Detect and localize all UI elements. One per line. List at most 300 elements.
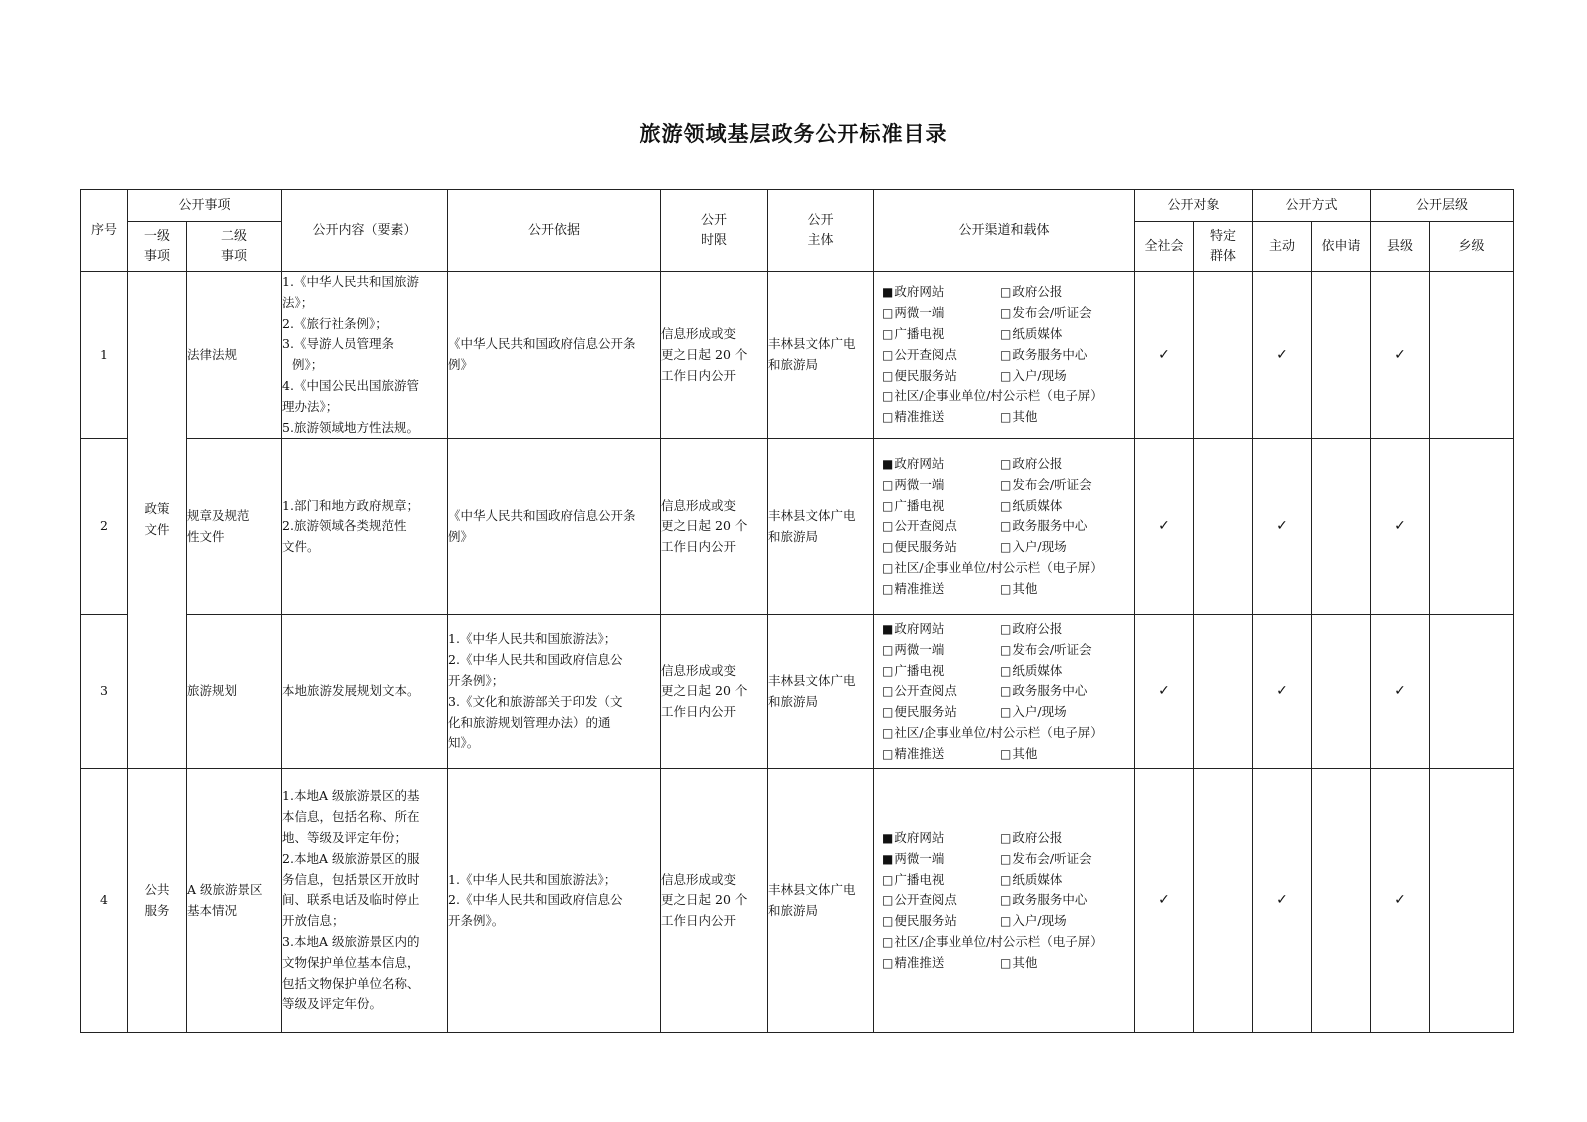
time-limit-line: 信息形成或变 bbox=[661, 871, 737, 887]
row-index: 4 bbox=[81, 769, 128, 1033]
level2-label: A 级旅游景区 bbox=[187, 882, 263, 898]
channel-label: 广播电视 bbox=[894, 871, 945, 887]
level2-label: 性文件 bbox=[187, 528, 225, 544]
check-icon: ✓ bbox=[1394, 518, 1406, 535]
unchecked-box-icon: □ bbox=[1000, 368, 1012, 383]
basis-line: 开条例》； bbox=[448, 673, 505, 689]
unchecked-box-icon: □ bbox=[882, 663, 894, 678]
header-whole-society: 全社会 bbox=[1135, 222, 1194, 272]
content-cell bbox=[282, 769, 448, 1033]
channel-label: 广播电视 bbox=[894, 497, 945, 513]
subject-line: 和旅游局 bbox=[768, 693, 819, 709]
table-row bbox=[81, 439, 1514, 615]
header-on-request: 依申请 bbox=[1312, 222, 1371, 272]
channel-option bbox=[1000, 661, 1134, 682]
row-index: 2 bbox=[81, 439, 128, 615]
time-limit-line: 更之日起 20 个 bbox=[661, 892, 748, 908]
unchecked-box-icon: □ bbox=[1000, 326, 1012, 341]
channels-cell bbox=[874, 769, 1135, 1033]
level1-label: 公共 bbox=[144, 882, 170, 898]
channel-option bbox=[882, 911, 1000, 932]
unchecked-box-icon: □ bbox=[1000, 746, 1012, 761]
channel-option bbox=[1000, 681, 1134, 702]
unchecked-box-icon: □ bbox=[882, 684, 894, 699]
subject-line: 和旅游局 bbox=[768, 528, 819, 544]
level1-label: 文件 bbox=[144, 522, 170, 538]
channel-label: 政府公报 bbox=[1012, 456, 1063, 472]
channel-label: 两微一端 bbox=[894, 850, 945, 866]
content-line: 理办法》； bbox=[282, 398, 339, 414]
subject-cell bbox=[768, 769, 874, 1033]
header-content: 公开内容（要素） bbox=[282, 190, 448, 272]
channel-label: 政府公报 bbox=[1012, 830, 1063, 846]
channel-label: 纸质媒体 bbox=[1012, 325, 1063, 341]
unchecked-box-icon: □ bbox=[1000, 347, 1012, 362]
channel-option bbox=[1000, 324, 1134, 345]
channel-option bbox=[1000, 911, 1134, 932]
check-icon: ✓ bbox=[1158, 518, 1170, 535]
check-icon: ✓ bbox=[1158, 683, 1170, 700]
channel-label: 公开查阅点 bbox=[894, 518, 957, 534]
channel-label: 社区/企事业单位/村公示栏（电子屏） bbox=[894, 560, 1103, 576]
unchecked-box-icon: □ bbox=[1000, 851, 1012, 866]
channel-label: 便民服务站 bbox=[894, 539, 957, 555]
header-township: 乡级 bbox=[1430, 222, 1514, 272]
channel-label: 入户/现场 bbox=[1012, 367, 1067, 383]
whole-society-cell bbox=[1135, 272, 1194, 439]
content-line: 包括文物保护单位名称、 bbox=[282, 975, 420, 991]
channel-option bbox=[882, 953, 1000, 974]
unchecked-box-icon: □ bbox=[1000, 457, 1012, 472]
county-cell bbox=[1371, 272, 1430, 439]
page-title: 旅游领域基层政务公开标准目录 bbox=[639, 121, 948, 146]
subject-cell bbox=[768, 615, 874, 769]
unchecked-box-icon: □ bbox=[1000, 477, 1012, 492]
channel-label: 入户/现场 bbox=[1012, 913, 1067, 929]
content-line: 文件。 bbox=[282, 539, 320, 555]
township-cell bbox=[1430, 272, 1514, 439]
channel-option bbox=[1000, 454, 1134, 475]
header-level2: 二级 事项 bbox=[187, 222, 282, 272]
level2-item bbox=[187, 615, 282, 769]
content-line: 2.旅游领域各类规范性 bbox=[282, 518, 407, 534]
table-row bbox=[81, 615, 1514, 769]
channel-label: 政务服务中心 bbox=[1012, 892, 1088, 908]
time-limit-line: 信息形成或变 bbox=[661, 497, 737, 513]
specific-group-cell bbox=[1194, 272, 1253, 439]
channel-label: 其他 bbox=[1012, 409, 1038, 425]
channel-label: 便民服务站 bbox=[894, 367, 957, 383]
on-request-cell bbox=[1312, 272, 1371, 439]
level1-label: 政策 bbox=[144, 501, 170, 517]
content-cell bbox=[282, 439, 448, 615]
subject-line: 丰林县文体广电 bbox=[768, 882, 856, 898]
channel-option bbox=[1000, 303, 1134, 324]
time-limit-cell bbox=[661, 769, 768, 1033]
unchecked-box-icon: □ bbox=[1000, 663, 1012, 678]
basis-line: 《中华人民共和国政府信息公开条 bbox=[448, 508, 636, 524]
basis-line: 化和旅游规划管理办法）的通 bbox=[448, 714, 611, 730]
level2-label: 法律法规 bbox=[187, 346, 238, 362]
channel-option bbox=[882, 475, 1000, 496]
channel-option bbox=[882, 723, 1134, 744]
channel-option bbox=[882, 579, 1000, 600]
channel-option bbox=[1000, 579, 1134, 600]
channel-option bbox=[1000, 537, 1134, 558]
township-cell bbox=[1430, 439, 1514, 615]
channel-label: 政务服务中心 bbox=[1012, 346, 1088, 362]
channel-label: 社区/企事业单位/村公示栏（电子屏） bbox=[894, 388, 1103, 404]
channel-label: 公开查阅点 bbox=[894, 683, 957, 699]
level1-label: 服务 bbox=[144, 902, 170, 918]
unchecked-box-icon: □ bbox=[882, 326, 894, 341]
time-limit-line: 信息形成或变 bbox=[661, 662, 737, 678]
check-icon: ✓ bbox=[1394, 892, 1406, 909]
channel-label: 社区/企事业单位/村公示栏（电子屏） bbox=[894, 934, 1103, 950]
channel-option bbox=[1000, 496, 1134, 517]
specific-group-cell bbox=[1194, 615, 1253, 769]
channel-label: 两微一端 bbox=[894, 476, 945, 492]
channel-option bbox=[1000, 702, 1134, 723]
time-limit-line: 更之日起 20 个 bbox=[661, 683, 748, 699]
basis-line: 1.《中华人民共和国旅游法》； bbox=[448, 871, 617, 887]
unchecked-box-icon: □ bbox=[1000, 622, 1012, 637]
channel-option bbox=[882, 303, 1000, 324]
channel-option bbox=[1000, 953, 1134, 974]
channel-list bbox=[874, 619, 1134, 765]
channel-option bbox=[1000, 870, 1134, 891]
channel-label: 纸质媒体 bbox=[1012, 871, 1063, 887]
unchecked-box-icon: □ bbox=[1000, 581, 1012, 596]
unchecked-box-icon: □ bbox=[1000, 684, 1012, 699]
channel-label: 精准推送 bbox=[894, 580, 945, 596]
checked-box-icon: ■ bbox=[882, 851, 894, 866]
channel-option bbox=[1000, 828, 1134, 849]
active-cell bbox=[1253, 769, 1312, 1033]
channel-option bbox=[1000, 345, 1134, 366]
channel-label: 两微一端 bbox=[894, 641, 945, 657]
time-limit-line: 更之日起 20 个 bbox=[661, 346, 748, 362]
subject-line: 和旅游局 bbox=[768, 357, 819, 373]
channel-label: 政府网站 bbox=[894, 284, 945, 300]
on-request-cell bbox=[1312, 439, 1371, 615]
unchecked-box-icon: □ bbox=[1000, 705, 1012, 720]
channel-label: 发布会/听证会 bbox=[1012, 641, 1092, 657]
catalog-table bbox=[80, 189, 1514, 1033]
channel-option bbox=[882, 619, 1000, 640]
table-row bbox=[81, 272, 1514, 439]
channel-option bbox=[882, 516, 1000, 537]
channel-option bbox=[882, 496, 1000, 517]
content-line: 务信息，包括景区开放时 bbox=[282, 871, 420, 887]
time-limit-line: 工作日内公开 bbox=[661, 704, 737, 720]
checked-box-icon: ■ bbox=[882, 285, 894, 300]
content-line: 5.旅游领域地方性法规。 bbox=[282, 419, 419, 435]
content-line: 法》； bbox=[282, 294, 314, 310]
table-row bbox=[81, 769, 1514, 1033]
unchecked-box-icon: □ bbox=[882, 872, 894, 887]
unchecked-box-icon: □ bbox=[1000, 540, 1012, 555]
unchecked-box-icon: □ bbox=[882, 410, 894, 425]
basis-cell bbox=[448, 272, 661, 439]
unchecked-box-icon: □ bbox=[882, 581, 894, 596]
channel-label: 政府网站 bbox=[894, 621, 945, 637]
channel-label: 公开查阅点 bbox=[894, 346, 957, 362]
content-line: 2.本地A 级旅游景区的服 bbox=[282, 850, 420, 866]
channel-list bbox=[874, 282, 1134, 428]
level2-label: 规章及规范 bbox=[187, 508, 250, 524]
checked-box-icon: ■ bbox=[882, 457, 894, 472]
level2-item bbox=[187, 439, 282, 615]
channel-option bbox=[882, 558, 1134, 579]
channel-label: 纸质媒体 bbox=[1012, 497, 1063, 513]
unchecked-box-icon: □ bbox=[882, 519, 894, 534]
content-line: 1.部门和地方政府规章； bbox=[282, 497, 419, 513]
active-cell bbox=[1253, 272, 1312, 439]
unchecked-box-icon: □ bbox=[1000, 831, 1012, 846]
basis-cell bbox=[448, 615, 661, 769]
channel-option bbox=[882, 890, 1000, 911]
check-icon: ✓ bbox=[1394, 346, 1406, 363]
basis-line: 3.《文化和旅游部关于印发（文 bbox=[448, 693, 623, 709]
county-cell bbox=[1371, 615, 1430, 769]
channel-label: 便民服务站 bbox=[894, 704, 957, 720]
header-method: 公开方式 bbox=[1253, 190, 1371, 222]
channel-label: 便民服务站 bbox=[894, 913, 957, 929]
channel-option bbox=[882, 366, 1000, 387]
basis-line: 《中华人民共和国政府信息公开条 bbox=[448, 336, 636, 352]
level2-label: 基本情况 bbox=[187, 902, 238, 918]
content-line: 例》； bbox=[292, 357, 324, 373]
channels-cell bbox=[874, 272, 1135, 439]
channel-option bbox=[882, 932, 1134, 953]
unchecked-box-icon: □ bbox=[882, 642, 894, 657]
level1-item bbox=[128, 272, 187, 769]
active-cell bbox=[1253, 615, 1312, 769]
channel-option bbox=[882, 537, 1000, 558]
time-limit-cell bbox=[661, 439, 768, 615]
unchecked-box-icon: □ bbox=[1000, 498, 1012, 513]
channel-option bbox=[1000, 475, 1134, 496]
check-icon: ✓ bbox=[1158, 346, 1170, 363]
unchecked-box-icon: □ bbox=[882, 955, 894, 970]
time-limit-line: 工作日内公开 bbox=[661, 367, 737, 383]
content-line: 1.本地A 级旅游景区的基 bbox=[282, 788, 420, 804]
content-line: 本信息，包括名称、所在 bbox=[282, 809, 420, 825]
channel-label: 发布会/听证会 bbox=[1012, 305, 1092, 321]
header-level1: 一级 事项 bbox=[128, 222, 187, 272]
unchecked-box-icon: □ bbox=[1000, 285, 1012, 300]
channel-label: 其他 bbox=[1012, 580, 1038, 596]
unchecked-box-icon: □ bbox=[882, 477, 894, 492]
subject-line: 丰林县文体广电 bbox=[768, 508, 856, 524]
time-limit-cell bbox=[661, 272, 768, 439]
header-specific-group: 特定 群体 bbox=[1194, 222, 1253, 272]
unchecked-box-icon: □ bbox=[1000, 410, 1012, 425]
level2-item bbox=[187, 769, 282, 1033]
time-limit-cell bbox=[661, 615, 768, 769]
unchecked-box-icon: □ bbox=[882, 726, 894, 741]
unchecked-box-icon: □ bbox=[882, 935, 894, 950]
unchecked-box-icon: □ bbox=[1000, 519, 1012, 534]
township-cell bbox=[1430, 769, 1514, 1033]
channel-option bbox=[882, 702, 1000, 723]
content-line: 地、等级及评定年份； bbox=[282, 830, 408, 846]
subject-line: 丰林县文体广电 bbox=[768, 673, 856, 689]
specific-group-cell bbox=[1194, 439, 1253, 615]
channel-option bbox=[882, 681, 1000, 702]
channel-label: 公开查阅点 bbox=[894, 892, 957, 908]
check-icon: ✓ bbox=[1158, 892, 1170, 909]
unchecked-box-icon: □ bbox=[882, 746, 894, 761]
channel-option bbox=[1000, 744, 1134, 765]
checked-box-icon: ■ bbox=[882, 622, 894, 637]
check-icon: ✓ bbox=[1394, 683, 1406, 700]
time-limit-line: 工作日内公开 bbox=[661, 913, 737, 929]
basis-cell bbox=[448, 439, 661, 615]
content-line: 1.《中华人民共和国旅游 bbox=[282, 274, 419, 289]
subject-line: 和旅游局 bbox=[768, 902, 819, 918]
unchecked-box-icon: □ bbox=[882, 498, 894, 513]
channel-label: 广播电视 bbox=[894, 325, 945, 341]
unchecked-box-icon: □ bbox=[882, 347, 894, 362]
channel-option bbox=[1000, 849, 1134, 870]
township-cell bbox=[1430, 615, 1514, 769]
unchecked-box-icon: □ bbox=[882, 306, 894, 321]
level1-item bbox=[128, 769, 187, 1033]
specific-group-cell bbox=[1194, 769, 1253, 1033]
unchecked-box-icon: □ bbox=[882, 561, 894, 576]
check-icon: ✓ bbox=[1276, 346, 1288, 363]
content-line: 4.《中国公民出国旅游管 bbox=[282, 377, 419, 393]
channel-label: 政务服务中心 bbox=[1012, 683, 1088, 699]
content-line: 间、联系电话及临时停止 bbox=[282, 892, 420, 908]
content-line: 3.本地A 级旅游景区内的 bbox=[282, 934, 420, 950]
basis-line: 开条例》。 bbox=[448, 913, 505, 929]
check-icon: ✓ bbox=[1276, 892, 1288, 909]
channel-option bbox=[1000, 890, 1134, 911]
channel-label: 发布会/听证会 bbox=[1012, 850, 1092, 866]
whole-society-cell bbox=[1135, 615, 1194, 769]
channel-label: 广播电视 bbox=[894, 662, 945, 678]
channels-cell bbox=[874, 615, 1135, 769]
county-cell bbox=[1371, 439, 1430, 615]
channel-option bbox=[1000, 640, 1134, 661]
row-index: 1 bbox=[81, 272, 128, 439]
basis-line: 1.《中华人民共和国旅游法》； bbox=[448, 631, 617, 647]
header-basis: 公开依据 bbox=[448, 190, 661, 272]
subject-cell bbox=[768, 272, 874, 439]
channel-option bbox=[882, 870, 1000, 891]
channel-option bbox=[882, 345, 1000, 366]
unchecked-box-icon: □ bbox=[882, 893, 894, 908]
header-audience: 公开对象 bbox=[1135, 190, 1253, 222]
channel-option bbox=[1000, 366, 1134, 387]
basis-line: 知》。 bbox=[448, 735, 480, 751]
channel-label: 发布会/听证会 bbox=[1012, 476, 1092, 492]
channel-option bbox=[1000, 407, 1134, 428]
active-cell bbox=[1253, 439, 1312, 615]
channel-label: 政府网站 bbox=[894, 456, 945, 472]
basis-line: 2.《中华人民共和国政府信息公 bbox=[448, 892, 623, 908]
basis-cell bbox=[448, 769, 661, 1033]
unchecked-box-icon: □ bbox=[882, 705, 894, 720]
channel-option bbox=[882, 407, 1000, 428]
header-level: 公开层级 bbox=[1371, 190, 1514, 222]
level2-item bbox=[187, 272, 282, 439]
unchecked-box-icon: □ bbox=[1000, 306, 1012, 321]
check-icon: ✓ bbox=[1276, 683, 1288, 700]
header-item-group: 公开事项 bbox=[128, 190, 282, 222]
content-cell bbox=[282, 615, 448, 769]
unchecked-box-icon: □ bbox=[882, 368, 894, 383]
check-icon: ✓ bbox=[1276, 518, 1288, 535]
county-cell bbox=[1371, 769, 1430, 1033]
basis-line: 例》 bbox=[448, 528, 474, 544]
header-county: 县级 bbox=[1371, 222, 1430, 272]
channel-option bbox=[1000, 516, 1134, 537]
channel-label: 纸质媒体 bbox=[1012, 662, 1063, 678]
basis-line: 2.《中华人民共和国政府信息公 bbox=[448, 652, 623, 668]
unchecked-box-icon: □ bbox=[882, 914, 894, 929]
channel-option bbox=[1000, 282, 1134, 303]
whole-society-cell bbox=[1135, 439, 1194, 615]
content-cell bbox=[282, 272, 448, 439]
channel-label: 政务服务中心 bbox=[1012, 518, 1088, 534]
channel-option bbox=[882, 386, 1134, 407]
unchecked-box-icon: □ bbox=[882, 389, 894, 404]
channel-option bbox=[882, 324, 1000, 345]
unchecked-box-icon: □ bbox=[1000, 914, 1012, 929]
channel-list bbox=[874, 828, 1134, 974]
catalog-body bbox=[81, 272, 1514, 1033]
channel-label: 精准推送 bbox=[894, 409, 945, 425]
channel-option bbox=[1000, 619, 1134, 640]
channel-label: 政府公报 bbox=[1012, 621, 1063, 637]
checked-box-icon: ■ bbox=[882, 831, 894, 846]
channel-label: 精准推送 bbox=[894, 745, 945, 761]
header-time-limit: 公开 时限 bbox=[661, 190, 768, 272]
channel-option bbox=[882, 828, 1000, 849]
content-line: 等级及评定年份。 bbox=[282, 996, 383, 1012]
unchecked-box-icon: □ bbox=[1000, 893, 1012, 908]
basis-line: 例》 bbox=[448, 357, 474, 373]
channel-label: 政府公报 bbox=[1012, 284, 1063, 300]
header-active: 主动 bbox=[1253, 222, 1312, 272]
header-subject: 公开 主体 bbox=[768, 190, 874, 272]
channel-list bbox=[874, 454, 1134, 600]
header-channels: 公开渠道和载体 bbox=[874, 190, 1135, 272]
time-limit-line: 工作日内公开 bbox=[661, 539, 737, 555]
unchecked-box-icon: □ bbox=[1000, 955, 1012, 970]
level2-label: 旅游规划 bbox=[187, 683, 238, 699]
channel-label: 社区/企事业单位/村公示栏（电子屏） bbox=[894, 725, 1103, 741]
channel-option bbox=[882, 454, 1000, 475]
channel-option bbox=[882, 640, 1000, 661]
channel-label: 其他 bbox=[1012, 745, 1038, 761]
on-request-cell bbox=[1312, 615, 1371, 769]
channel-label: 其他 bbox=[1012, 954, 1038, 970]
whole-society-cell bbox=[1135, 769, 1194, 1033]
unchecked-box-icon: □ bbox=[1000, 872, 1012, 887]
subject-line: 丰林县文体广电 bbox=[768, 336, 856, 352]
row-index: 3 bbox=[81, 615, 128, 769]
unchecked-box-icon: □ bbox=[1000, 642, 1012, 657]
channel-option bbox=[882, 282, 1000, 303]
channels-cell bbox=[874, 439, 1135, 615]
content-line: 本地旅游发展规划文本。 bbox=[282, 683, 420, 699]
channel-label: 精准推送 bbox=[894, 954, 945, 970]
